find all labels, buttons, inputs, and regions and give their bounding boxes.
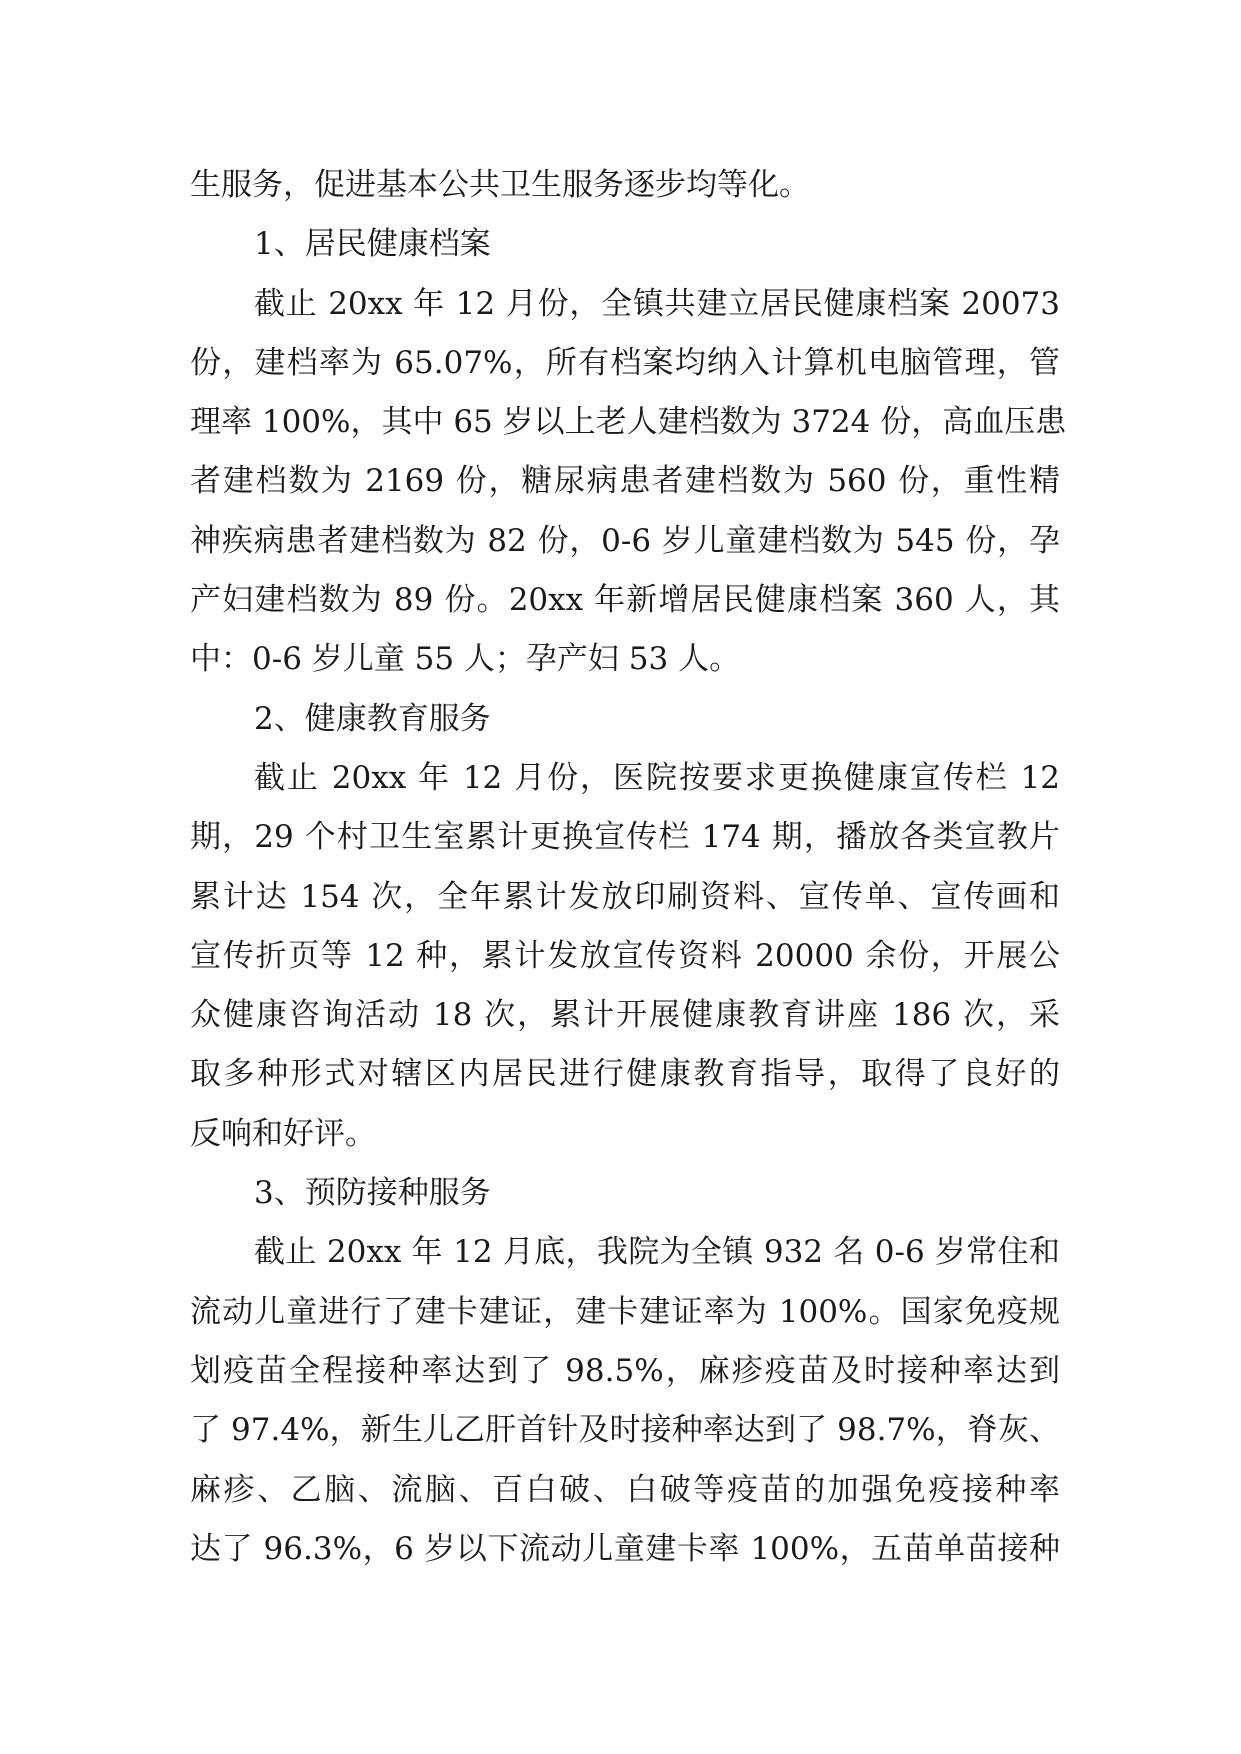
text-line: 理率 100%，其中 65 岁以上老人建档数为 3724 份，高血压患	[190, 404, 1067, 441]
document-page	[190, 156, 1067, 1579]
section-heading-health-education: 2、健康教育服务	[254, 700, 491, 737]
text-line: 截止 20xx 年 12 月份，医院按要求更换健康宣传栏 12	[254, 759, 1060, 796]
text-line: 生服务，促进基本公共卫生服务逐步均等化。	[190, 167, 810, 203]
text-line: 截止 20xx 年 12 月份，全镇共建立居民健康档案 20073	[254, 285, 1060, 322]
text-line: 份，建档率为 65.07%，所有档案均纳入计算机电脑管理，管	[190, 344, 1060, 381]
text-line: 众健康咨询活动 18 次，累计开展健康教育讲座 186 次，采	[190, 997, 1060, 1034]
text-line: 达了 96.3%，6 岁以下流动儿童建卡率 100%，五苗单苗接种	[190, 1530, 1060, 1567]
section-heading-vaccination: 3、预防接种服务	[254, 1175, 491, 1212]
text-line: 麻疹、乙脑、流脑、百白破、白破等疫苗的加强免疫接种率	[190, 1471, 1060, 1508]
text-line: 产妇建档数为 89 份。20xx 年新增居民健康档案 360 人，其	[190, 582, 1060, 619]
text-line: 者建档数为 2169 份，糖尿病患者建档数为 560 份，重性精	[190, 463, 1060, 500]
text-line: 反响和好评。	[190, 1115, 376, 1152]
text-line: 宣传折页等 12 种，累计发放宣传资料 20000 余份，开展公	[190, 937, 1060, 974]
text-line: 累计达 154 次，全年累计发放印刷资料、宣传单、宣传画和	[190, 878, 1060, 915]
text-line: 神疾病患者建档数为 82 份，0-6 岁儿童建档数为 545 份，孕	[190, 522, 1060, 559]
text-line: 截止 20xx 年 12 月底，我院为全镇 932 名 0-6 岁常住和	[254, 1234, 1060, 1271]
text-line: 取多种形式对辖区内居民进行健康教育指导，取得了良好的	[190, 1056, 1060, 1093]
text-line: 中：0-6 岁儿童 55 人；孕产妇 53 人。	[190, 641, 741, 678]
section-heading-health-records: 1、居民健康档案	[254, 226, 491, 263]
text-line: 了 97.4%，新生儿乙肝首针及时接种率达到了 98.7%，脊灰、	[190, 1412, 1060, 1449]
text-line: 期，29 个村卫生室累计更换宣传栏 174 期，播放各类宣教片	[190, 819, 1060, 856]
text-line: 划疫苗全程接种率达到了 98.5%，麻疹疫苗及时接种率达到	[190, 1352, 1060, 1389]
text-line: 流动儿童进行了建卡建证，建卡建证率为 100%。国家免疫规	[190, 1293, 1060, 1330]
